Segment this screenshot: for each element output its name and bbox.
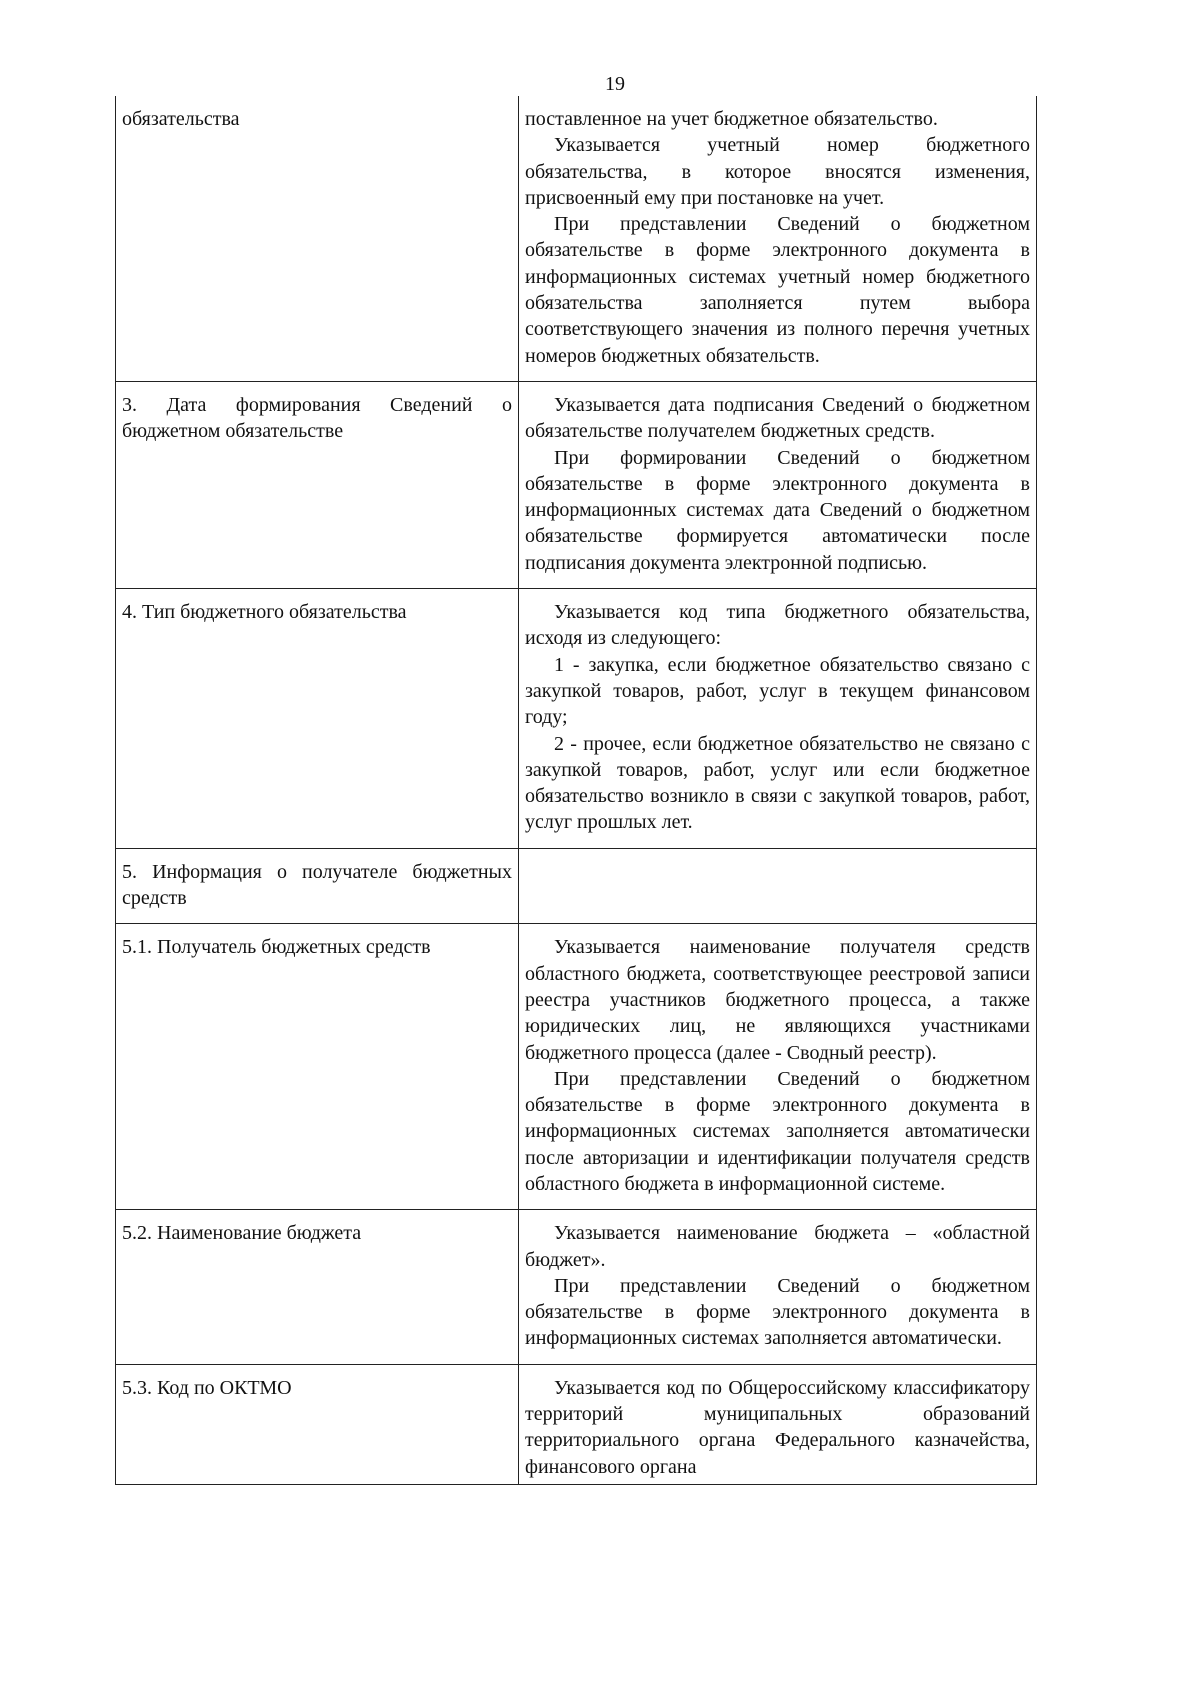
page-number: 19	[605, 73, 625, 95]
field-label-cell	[116, 1364, 519, 1484]
field-description-cell	[519, 848, 1037, 924]
field-description-cell	[519, 924, 1037, 1210]
field-description-cell	[519, 1210, 1037, 1364]
description-paragraph: Указывается код по Общероссийскому классификатору территорий муниципальных образований территориального органа Федерального казначейства, финансового органа	[525, 1376, 1030, 1478]
field-label: 5.3. Код по ОКТМО	[122, 1376, 292, 1399]
table-row	[116, 589, 1037, 849]
field-description-cell	[519, 96, 1037, 381]
table-row	[116, 1364, 1037, 1484]
field-label: 5.1. Получатель бюджетных средств	[122, 936, 431, 959]
field-label: 5.2. Наименование бюджета	[122, 1222, 362, 1245]
instructions-table	[115, 96, 1037, 1485]
description-paragraph: При представлении Сведений о бюджетном обязательстве в форме электронного документа в информационных системах заполняется автоматически.	[525, 1274, 1030, 1350]
table-row	[116, 96, 1037, 381]
field-description-cell	[519, 1364, 1037, 1484]
field-label-cell	[116, 848, 519, 924]
description-paragraph: 1 - закупка, если бюджетное обязательство связано с закупкой товаров, работ, услуг в текущем финансовом году;	[525, 653, 1030, 729]
field-label: 5. Информация о получателе бюджетных средств	[122, 860, 512, 910]
field-label-cell	[116, 381, 519, 588]
description-paragraph: При представлении Сведений о бюджетном обязательстве в форме электронного документа в информационных системах заполняется автоматически после авторизации и идентификации получателя средств областного бюджета в информационной системе.	[525, 1067, 1030, 1195]
description-paragraph: Указывается дата подписания Сведений о бюджетном обязательстве получателем бюджетных средств.	[525, 393, 1030, 443]
field-label: 4. Тип бюджетного обязательства	[122, 601, 407, 624]
field-description-cell	[519, 381, 1037, 588]
table-row	[116, 1210, 1037, 1364]
table-row	[116, 381, 1037, 588]
description-paragraph: При представлении Сведений о бюджетном обязательстве в форме электронного документа в информационных системах учетный номер бюджетного обязательства заполняется путем выбора соответствующего значения из полного перечня учетных номеров бюджетных обязательств.	[525, 213, 1030, 367]
table-row	[116, 924, 1037, 1210]
field-label-cell	[116, 924, 519, 1210]
description-paragraph: При формировании Сведений о бюджетном обязательстве в форме электронного документа в информационных системах дата Сведений о бюджетном обязательстве формируется автоматически после подписания документа электронной подписью.	[525, 446, 1030, 574]
description-paragraph: Указывается наименование бюджета – «областной бюджет».	[525, 1222, 1030, 1271]
description-paragraph: Указывается наименование получателя средств областного бюджета, соответствующее реестровой записи реестра участников бюджетного процесса, а также юридических лиц, не являющихся участниками бюджетного процесса (далее - Сводный реестр).	[525, 936, 1030, 1064]
description-paragraph: 2 - прочее, если бюджетное обязательство не связано с закупкой товаров, работ, услуг или если бюджетное обязательство возникло в связи с закупкой товаров, работ, услуг прошлых лет.	[525, 732, 1030, 834]
field-label-cell	[116, 589, 519, 849]
field-label: 3. Дата формирования Сведений о бюджетном обязательстве	[122, 393, 512, 443]
field-label-cell	[116, 96, 519, 381]
field-label-cell	[116, 1210, 519, 1364]
field-label: обязательства	[122, 108, 240, 130]
field-description-cell	[519, 589, 1037, 849]
description-paragraph: Указывается код типа бюджетного обязательства, исходя из следующего:	[525, 601, 1030, 650]
description-paragraph: поставленное на учет бюджетное обязательство.	[525, 108, 938, 130]
table-row	[116, 848, 1037, 924]
description-paragraph: Указывается учетный номер бюджетного обязательства, в которое вносятся изменения, присвоенный ему при постановке на учет.	[525, 134, 1030, 209]
